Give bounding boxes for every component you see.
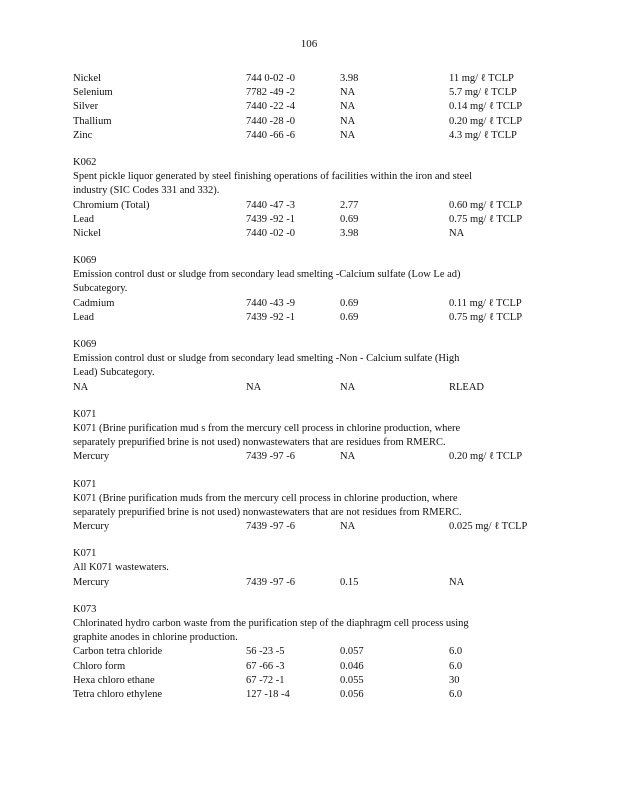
table-row: [73, 297, 543, 311]
constituent-name: Thallium: [73, 115, 112, 127]
standard: 30: [449, 674, 460, 686]
description-line: Chlorinated hydro carbon waste from the purification step of the diaphragm cell process using: [73, 618, 469, 629]
concentration: 0.056: [340, 688, 364, 700]
constituent-name: Zinc: [73, 129, 93, 141]
cas-number: 7440 -02 -0: [246, 227, 295, 239]
standard: NA: [449, 576, 465, 588]
table-row: [73, 100, 543, 114]
standard: 0.20 mg/ ℓ TCLP: [449, 451, 523, 463]
cas-number: 7782 -49 -2: [246, 87, 295, 99]
cas-number: 7440 -66 -6: [246, 129, 295, 141]
cas-number: 7439 -97 -6: [246, 521, 295, 533]
concentration: 3.98: [340, 227, 359, 239]
waste-code-section: [73, 408, 543, 465]
concentration: NA: [340, 521, 356, 533]
description-line: Emission control dust or sludge from secondary lead smelting -Non - Calcium sulfate (High: [73, 353, 460, 365]
standard: 0.75 mg/ ℓ TCLP: [449, 213, 523, 225]
constituent-name: Mercury: [73, 521, 110, 533]
cas-number: 7440 -47 -3: [246, 199, 295, 211]
concentration: 0.69: [340, 297, 359, 309]
table-row: [73, 450, 543, 464]
constituent-name: Silver: [73, 101, 99, 113]
constituent-name: Tetra chloro ethylene: [73, 688, 163, 700]
concentration: NA: [340, 101, 356, 113]
waste-code-section: [73, 603, 543, 702]
standard: RLEAD: [449, 381, 484, 393]
description-line: graphite anodes in chlorine production.: [73, 632, 238, 644]
constituent-name: Selenium: [73, 87, 113, 99]
concentration: NA: [340, 451, 356, 463]
cas-number: 744 0-02 -0: [246, 73, 295, 84]
constituent-name: Lead: [73, 311, 94, 323]
waste-code-section: [73, 156, 543, 241]
waste-code: K073: [73, 603, 97, 615]
constituent-name: Hexa chloro ethane: [73, 674, 155, 686]
cas-number: 67 -72 -1: [246, 674, 285, 686]
waste-code-section: [73, 254, 543, 325]
standard: 0.11 mg/ ℓ TCLP: [449, 297, 522, 309]
cas-number: 67 -66 -3: [246, 660, 285, 672]
description-line: industry (SIC Codes 331 and 332).: [73, 185, 220, 197]
standard: 0.14 mg/ ℓ TCLP: [449, 101, 523, 113]
standard: 5.7 mg/ ℓ TCLP: [449, 87, 517, 99]
standard: 0.20 mg/ ℓ TCLP: [449, 115, 523, 127]
standard: 0.025 mg/ ℓ TCLP: [449, 521, 528, 533]
waste-code: K062: [73, 156, 97, 168]
concentration: 0.15: [340, 576, 359, 588]
constituent-name: NA: [73, 381, 89, 393]
description-line: Lead) Subcategory.: [73, 367, 155, 379]
description-line: K071 (Brine purification mud s from the mercury cell process in chlorine production, where: [73, 422, 461, 434]
cas-number: 127 -18 -4: [246, 688, 290, 700]
waste-code-section: [73, 478, 543, 535]
waste-code: K071: [73, 408, 97, 420]
table-row: [73, 86, 543, 100]
concentration: NA: [340, 381, 356, 393]
cas-number: 56 -23 -5: [246, 646, 285, 658]
standard: 11 mg/ ℓ TCLP: [449, 73, 514, 84]
waste-code: K069: [73, 255, 97, 267]
table-row: [73, 213, 543, 227]
constituent-name: Mercury: [73, 451, 110, 463]
concentration: 3.98: [340, 73, 359, 84]
table-row: [73, 311, 543, 325]
waste-code: K069: [73, 339, 97, 350]
standard: 6.0: [449, 660, 463, 672]
cas-number: 7440 -43 -9: [246, 297, 295, 309]
table-row: [73, 129, 543, 143]
concentration: NA: [340, 129, 356, 141]
cas-number: 7440 -28 -0: [246, 115, 295, 127]
table-row: [73, 227, 543, 241]
page-number: 106: [300, 38, 318, 50]
description-line: Emission control dust or sludge from secondary lead smelting -Calcium sulfate (Low Le ad): [73, 269, 461, 281]
top-rows: [73, 72, 543, 143]
table-row: [73, 645, 543, 659]
table-row: [73, 72, 543, 86]
cas-number: 7439 -92 -1: [246, 213, 295, 225]
constituent-name: Cadmium: [73, 297, 115, 309]
cas-number: 7440 -22 -4: [246, 101, 295, 113]
table-row: [73, 660, 543, 674]
table-row: [73, 199, 543, 213]
description-line: All K071 wastewaters.: [73, 562, 169, 574]
cas-number: NA: [246, 381, 262, 393]
constituent-name: Carbon tetra chloride: [73, 646, 163, 658]
constituent-name: Mercury: [73, 576, 110, 588]
concentration: 0.057: [340, 646, 364, 658]
constituent-name: Lead: [73, 213, 94, 225]
standard: 4.3 mg/ ℓ TCLP: [449, 129, 517, 141]
constituent-name: Chloro form: [73, 660, 126, 672]
constituent-name: Chromium (Total): [73, 199, 150, 211]
table-row: [73, 520, 543, 534]
waste-code-section: [73, 547, 543, 590]
description-line: separately prepurified brine is not used) nonwastewaters that are residues from RMERC.: [73, 437, 446, 449]
concentration: 2.77: [340, 199, 359, 211]
description-line: separately prepurified brine is not used) nonwastewaters that are not residues from RMERC.: [73, 506, 462, 518]
description-line: Subcategory.: [73, 283, 128, 295]
waste-code-section: [73, 338, 543, 395]
document-body: [73, 72, 543, 702]
concentration: 0.055: [340, 674, 364, 686]
cas-number: 7439 -92 -1: [246, 311, 295, 323]
concentration: 0.69: [340, 311, 359, 323]
description-line: Spent pickle liquor generated by steel finishing operations of facilities within the iron and steel: [73, 171, 472, 183]
standard: 6.0: [449, 688, 463, 700]
constituent-name: Nickel: [73, 73, 101, 84]
description-line: K071 (Brine purification muds from the mercury cell process in chlorine production, where: [73, 492, 458, 504]
table-row: [73, 576, 543, 590]
constituent-name: Nickel: [73, 227, 101, 239]
concentration: 0.69: [340, 213, 359, 225]
table-row: [73, 115, 543, 129]
table-row: [73, 674, 543, 688]
concentration: NA: [340, 115, 356, 127]
waste-code: K071: [73, 548, 97, 560]
standard: 0.60 mg/ ℓ TCLP: [449, 199, 523, 211]
table-row: [73, 381, 543, 395]
concentration: NA: [340, 87, 356, 99]
cas-number: 7439 -97 -6: [246, 576, 295, 588]
waste-code: K071: [73, 478, 97, 490]
concentration: 0.046: [340, 660, 364, 672]
standard: 0.75 mg/ ℓ TCLP: [449, 311, 523, 323]
cas-number: 7439 -97 -6: [246, 451, 295, 463]
standard: NA: [449, 227, 465, 239]
standard: 6.0: [449, 646, 463, 658]
table-row: [73, 688, 543, 702]
